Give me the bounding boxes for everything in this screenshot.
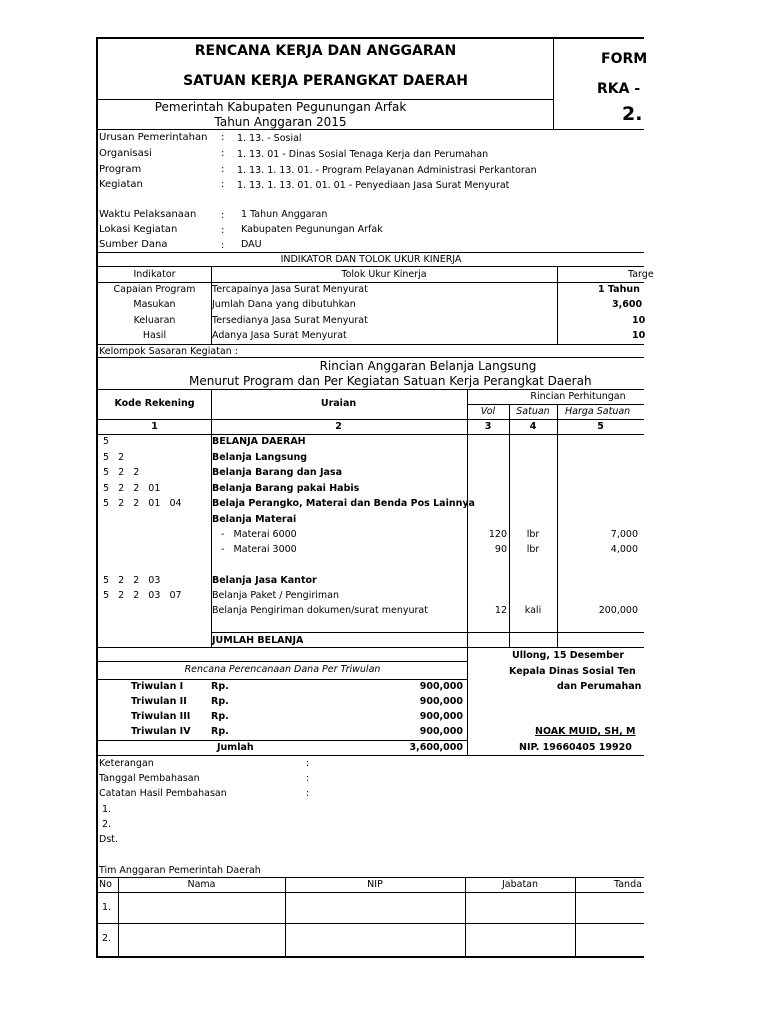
triwulan-value: 900,000 (419, 726, 463, 737)
indikator-tolok-masukan: Jumlah Dana yang dibutuhkan (212, 299, 356, 310)
rka-form-sheet (96, 37, 654, 958)
info-sep: : (221, 210, 225, 221)
triwulan-rp: Rp. (211, 726, 229, 737)
indikator-target-keluaran: 10 (632, 315, 646, 326)
info-sep: : (221, 179, 225, 190)
catatan-sep: : (306, 788, 310, 799)
table-row-vol: 12 (494, 605, 507, 616)
rincian-col-harga: Harga Satuan (565, 406, 631, 417)
tim-col-jabatan: Jabatan (501, 879, 539, 890)
tim-col-tanda: Tanda (614, 879, 642, 890)
table-row-satuan: lbr (526, 544, 540, 555)
table-row-kode: 5 2 (103, 452, 125, 463)
info-label-waktu: Waktu Pelaksanaan (99, 209, 197, 220)
indikator-target-masukan: 3,600 (612, 299, 643, 310)
table-row-kode: 5 2 2 01 (103, 483, 161, 494)
table-row-uraian: - Materai 6000 (212, 529, 297, 540)
info-value-sumber: DAU (241, 239, 262, 250)
triwulan-label: Triwulan I (131, 681, 184, 692)
signature-name: NOAK MUID, SH, M (535, 726, 636, 737)
rincian-col-kode: Kode Rekening (114, 398, 195, 409)
rincian-col-satuan: Satuan (516, 406, 550, 417)
catatan-label: Catatan Hasil Pembahasan (99, 788, 227, 799)
rincian-title-2: Menurut Program dan Per Kegiatan Satuan Kerja Perangkat Daerah (189, 374, 592, 388)
tanggal-sep: : (306, 773, 310, 784)
triwulan-label: Triwulan IV (131, 726, 191, 737)
table-row-uraian: Belanja Paket / Pengiriman (212, 590, 339, 601)
kelompok-sasaran: Kelompok Sasaran Kegiatan : (99, 346, 238, 357)
triwulan-rp: Rp. (211, 681, 229, 692)
triwulan-value: 900,000 (419, 696, 463, 707)
rincian-col-uraian: Uraian (320, 398, 357, 409)
rincian-num-1: 1 (151, 421, 158, 432)
rka-label: RKA - (597, 81, 641, 97)
note-1: 1. (102, 804, 112, 815)
indikator-tolok-keluaran: Tersedianya Jasa Surat Menyurat (212, 315, 368, 326)
triwulan-label: Triwulan III (131, 711, 191, 722)
triwulan-value: 900,000 (419, 681, 463, 692)
info-value-program: 1. 13. 1. 13. 01. - Program Pelayanan Administrasi Perkantoran (237, 165, 537, 176)
title-line-1: RENCANA KERJA DAN ANGGARAN (194, 43, 457, 59)
rincian-col-rincian: Rincian Perhitungan (530, 391, 626, 402)
table-row-uraian: - Materai 3000 (212, 544, 297, 555)
keterangan-label: Keterangan (99, 758, 154, 769)
rincian-num-3: 3 (484, 421, 492, 432)
indikator-ind-capaian: Capaian Program (113, 284, 196, 295)
government-name: Pemerintah Kabupaten Pegunungan Arfak (154, 100, 407, 114)
signature-position-2: dan Perumahan (557, 681, 642, 692)
info-label-organisasi: Organisasi (99, 148, 152, 159)
table-row-satuan: kali (524, 605, 542, 616)
table-row-uraian: Belanja Pengiriman dokumen/surat menyurat (212, 605, 428, 616)
table-row-uraian: Belanja Jasa Kantor (212, 575, 317, 586)
indikator-tolok-capaian: Tercapainya Jasa Surat Menyurat (212, 284, 368, 295)
triwulan-rp: Rp. (211, 696, 229, 707)
rincian-num-2: 2 (335, 421, 342, 432)
tim-col-nama: Nama (187, 879, 216, 890)
form-label: FORM (601, 51, 648, 67)
table-row-uraian: Belaja Perangko, Materai dan Benda Pos Lainnya (212, 498, 475, 509)
info-sep: : (221, 148, 225, 159)
table-row-kode: 5 (103, 436, 110, 447)
indikator-ind-hasil: Hasil (142, 330, 167, 341)
table-row-harga: 200,000 (598, 605, 638, 616)
tim-col-no: No (99, 879, 112, 890)
indikator-target-hasil: 10 (632, 330, 646, 341)
triwulan-jumlah-value: 3,600,000 (409, 742, 463, 753)
triwulan-label: Triwulan II (131, 696, 187, 707)
table-row-kode: 5 2 2 03 (103, 575, 161, 586)
indikator-ind-keluaran: Keluaran (133, 315, 176, 326)
tim-col-nip: NIP (367, 879, 383, 890)
table-row-satuan: lbr (526, 529, 540, 540)
title-line-2: SATUAN KERJA PERANGKAT DAERAH (183, 73, 468, 89)
info-label-urusan: Urusan Pemerintahan (99, 132, 208, 143)
info-label-program: Program (99, 164, 142, 175)
signature-place-date: Ullong, 15 Desember (512, 650, 625, 661)
info-sep: : (221, 132, 225, 143)
table-row-harga: 4,000 (610, 544, 638, 555)
rincian-num-4: 4 (529, 421, 537, 432)
signature-position-1: Kepala Dinas Sosial Ten (509, 666, 636, 677)
rincian-col-vol: Vol (480, 406, 496, 417)
rincian-num-5: 5 (597, 421, 604, 432)
table-row-vol: 120 (488, 529, 507, 540)
tim-row-no: 1. (102, 902, 112, 913)
tim-title: Tim Anggaran Pemerintah Daerah (99, 865, 261, 876)
info-label-sumber: Sumber Dana (99, 239, 168, 250)
fiscal-year: Tahun Anggaran 2015 (214, 115, 347, 129)
info-sep: : (221, 240, 225, 251)
info-value-waktu: 1 Tahun Anggaran (241, 209, 328, 220)
table-row-kode: 5 2 2 03 07 (103, 590, 182, 601)
table-row-kode: 5 2 2 (103, 467, 140, 478)
note-dst: Dst. (99, 834, 119, 845)
table-row-uraian: Belanja Langsung (212, 452, 308, 463)
info-value-lokasi: Kabupaten Pegunungan Arfak (241, 224, 383, 235)
tim-row-no: 2. (102, 933, 112, 944)
signature-nip: NIP. 19660405 19920 (519, 742, 632, 753)
table-row-uraian: Belanja Materai (212, 514, 297, 525)
tanggal-label: Tanggal Pembahasan (99, 773, 200, 784)
indikator-title: INDIKATOR DAN TOLOK UKUR KINERJA (280, 254, 462, 265)
table-row-vol: 90 (494, 544, 507, 555)
info-label-lokasi: Lokasi Kegiatan (99, 224, 178, 235)
keterangan-sep: : (306, 758, 310, 769)
note-2: 2. (102, 819, 112, 830)
triwulan-title: Rencana Perencanaan Dana Per Triwulan (184, 664, 381, 675)
triwulan-jumlah-label: Jumlah (217, 742, 254, 753)
form-code: 2. (622, 103, 643, 125)
triwulan-rp: Rp. (211, 711, 229, 722)
indikator-col-tolok: Tolok Ukur Kinerja (341, 269, 427, 280)
indikator-col-indikator: Indikator (133, 269, 176, 280)
info-value-urusan: 1. 13. - Sosial (237, 133, 302, 144)
table-row-uraian: BELANJA DAERAH (212, 436, 306, 447)
jumlah-belanja-label: JUMLAH BELANJA (212, 635, 304, 646)
indikator-ind-masukan: Masukan (133, 299, 176, 310)
rincian-title-1: Rincian Anggaran Belanja Langsung (319, 359, 537, 373)
info-sep: : (221, 164, 225, 175)
indikator-tolok-hasil: Adanya Jasa Surat Menyurat (212, 330, 347, 341)
info-value-organisasi: 1. 13. 01 - Dinas Sosial Tenaga Kerja dan Perumahan (237, 149, 489, 160)
table-row-kode: 5 2 2 01 04 (103, 498, 182, 509)
table-row-uraian: Belanja Barang pakai Habis (212, 483, 360, 494)
table-row-harga: 7,000 (610, 529, 638, 540)
info-sep: : (221, 225, 225, 236)
table-row-uraian: Belanja Barang dan Jasa (212, 467, 342, 478)
info-label-kegiatan: Kegiatan (99, 179, 143, 190)
indikator-col-target: Targe (628, 269, 654, 280)
triwulan-value: 900,000 (419, 711, 463, 722)
info-value-kegiatan: 1. 13. 1. 13. 01. 01. 01 - Penyediaan Jasa Surat Menyurat (237, 180, 510, 191)
indikator-target-capaian: 1 Tahun (598, 284, 640, 295)
